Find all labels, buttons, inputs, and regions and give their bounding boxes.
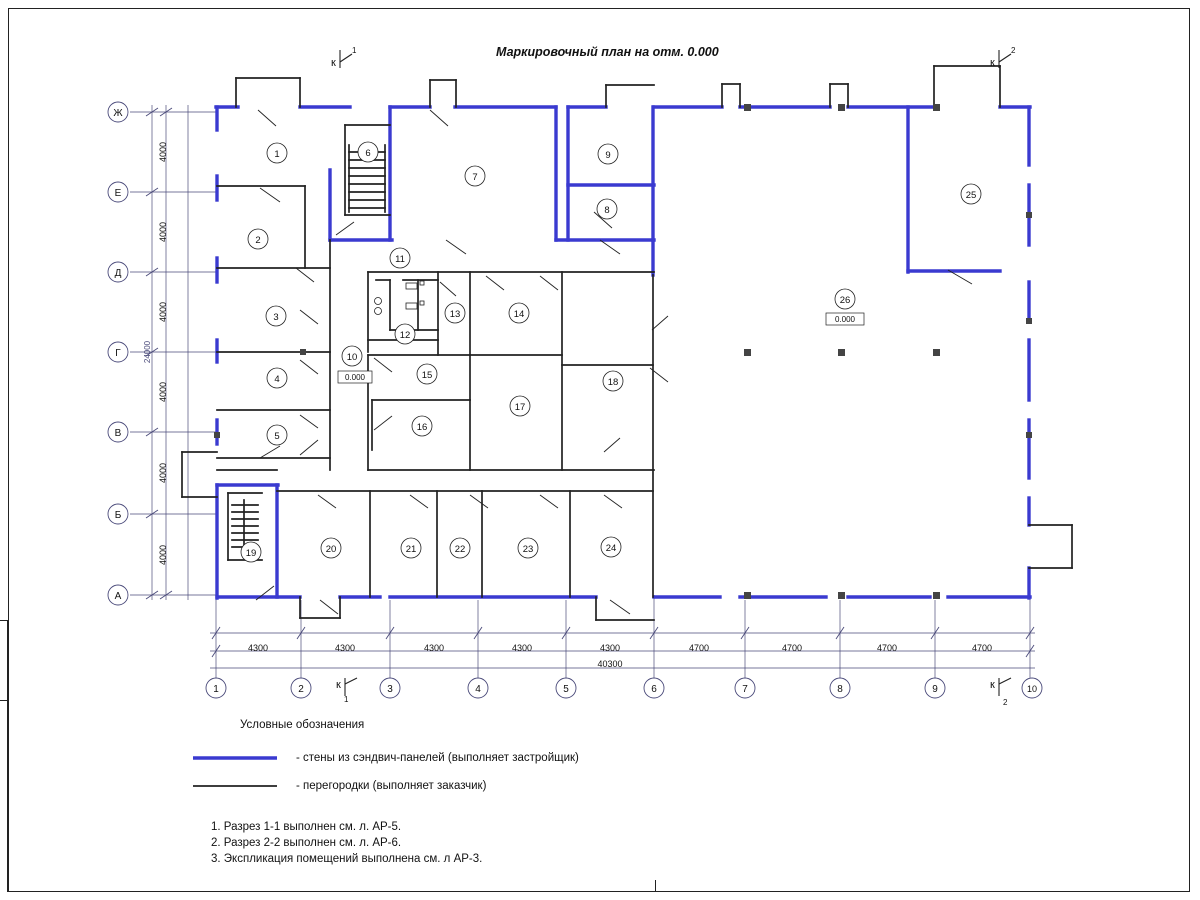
room-number: 6 — [365, 148, 371, 159]
axis-label-v-6: А — [114, 591, 122, 602]
dim-h-5: 4700 — [688, 643, 710, 653]
dim-h-1: 4300 — [334, 643, 356, 653]
legend-item-partition-text: - перегородки (выполняет заказчик) — [296, 780, 487, 792]
room-number: 13 — [449, 309, 461, 320]
axis-label-v-5: Б — [114, 510, 122, 521]
room-number: 15 — [421, 370, 433, 381]
dim-h-0: 4300 — [247, 643, 269, 653]
section-mark-label: к — [331, 57, 336, 69]
dim-v-4: 4000 — [158, 462, 168, 484]
dim-h-7: 4700 — [876, 643, 898, 653]
room-number: 16 — [416, 422, 428, 433]
section-mark-index: 2 — [1003, 698, 1008, 707]
axis-label-v-4: В — [114, 428, 122, 439]
room-number: 4 — [274, 374, 280, 385]
dim-v-5: 4000 — [158, 544, 168, 566]
section-mark-label: к — [990, 679, 995, 691]
dim-h-total: 40300 — [597, 659, 623, 669]
room-number: 19 — [245, 548, 257, 559]
dim-h-2: 4300 — [423, 643, 445, 653]
dim-h-6: 4700 — [781, 643, 803, 653]
axis-label-h-9: 10 — [1026, 684, 1038, 694]
dim-v-0: 4000 — [158, 141, 168, 163]
room-number: 17 — [514, 402, 526, 413]
axis-label-h-2: 3 — [387, 684, 393, 695]
sandwich-panel-walls — [216, 107, 1030, 598]
room-number: 12 — [399, 330, 411, 341]
elevation-mark: 0.000 — [344, 373, 366, 382]
axis-label-h-8: 9 — [932, 684, 938, 695]
note-1: 1. Разрез 1-1 выполнен см. л. АР-5. — [211, 821, 402, 833]
legend-swatches — [193, 758, 277, 786]
section-mark-label: к — [336, 679, 341, 691]
dim-v-3: 4000 — [158, 381, 168, 403]
room-number: 5 — [274, 431, 280, 442]
dim-v-1: 4000 — [158, 221, 168, 243]
room-number: 23 — [522, 544, 534, 555]
dim-h-4: 4300 — [599, 643, 621, 653]
horizontal-dimension-texts — [248, 643, 992, 669]
axis-label-h-4: 5 — [563, 684, 569, 695]
axis-label-h-7: 8 — [837, 684, 843, 695]
axis-label-v-0: Ж — [113, 108, 123, 119]
axis-label-v-1: Е — [114, 188, 122, 199]
section-mark-label: к — [990, 57, 995, 69]
note-3: 3. Экспликация помещений выполнена см. л АР-3. — [211, 853, 483, 865]
dim-v-2: 4000 — [158, 301, 168, 323]
vertical-dimension-texts — [143, 142, 168, 565]
plan-title: Маркировочный план на отм. 0.000 — [496, 45, 719, 59]
room-number: 21 — [405, 544, 417, 555]
room-number: 24 — [605, 543, 617, 554]
section-mark-index: 2 — [1011, 46, 1016, 55]
room-number: 20 — [325, 544, 337, 555]
axis-label-h-6: 7 — [742, 684, 748, 695]
axis-label-v-3: Г — [115, 348, 121, 359]
room-number-bubbles — [241, 142, 981, 562]
section-mark-index: 1 — [344, 695, 349, 704]
room-number: 22 — [454, 544, 466, 555]
axis-label-h-1: 2 — [298, 684, 304, 695]
plumbing-fixtures — [375, 281, 425, 315]
section-mark-index: 1 — [352, 46, 357, 55]
room-number: 26 — [839, 295, 851, 306]
room-number: 2 — [255, 235, 261, 246]
room-number: 11 — [395, 254, 405, 265]
room-number: 25 — [965, 190, 977, 201]
legend-heading: Условные обозначения — [240, 719, 365, 731]
room-number: 3 — [273, 312, 279, 323]
horizontal-axis-bubbles — [206, 678, 1042, 698]
note-2: 2. Разрез 2-2 выполнен см. л. АР-6. — [211, 837, 402, 849]
interior-partitions — [182, 66, 1072, 620]
axis-label-h-0: 1 — [213, 684, 219, 695]
room-number: 9 — [605, 150, 611, 161]
dim-h-8: 4700 — [971, 643, 993, 653]
axis-label-h-3: 4 — [475, 684, 481, 695]
room-number: 8 — [604, 205, 610, 216]
vertical-axis-bubbles — [108, 102, 128, 605]
axis-label-v-2: Д — [114, 268, 122, 279]
dim-h-3: 4300 — [511, 643, 533, 653]
room-number: 18 — [607, 377, 619, 388]
room-number: 10 — [346, 352, 358, 363]
elevation-mark: 0.000 — [834, 315, 856, 324]
axis-label-h-5: 6 — [651, 684, 657, 695]
legend-item-sandwich-wall-text: - стены из сэндвич-панелей (выполняет застройщик) — [296, 752, 579, 764]
room-number: 1 — [274, 149, 280, 160]
room-number: 7 — [472, 172, 478, 183]
room-number: 14 — [513, 309, 525, 320]
dim-v-total: 24000 — [143, 340, 152, 364]
